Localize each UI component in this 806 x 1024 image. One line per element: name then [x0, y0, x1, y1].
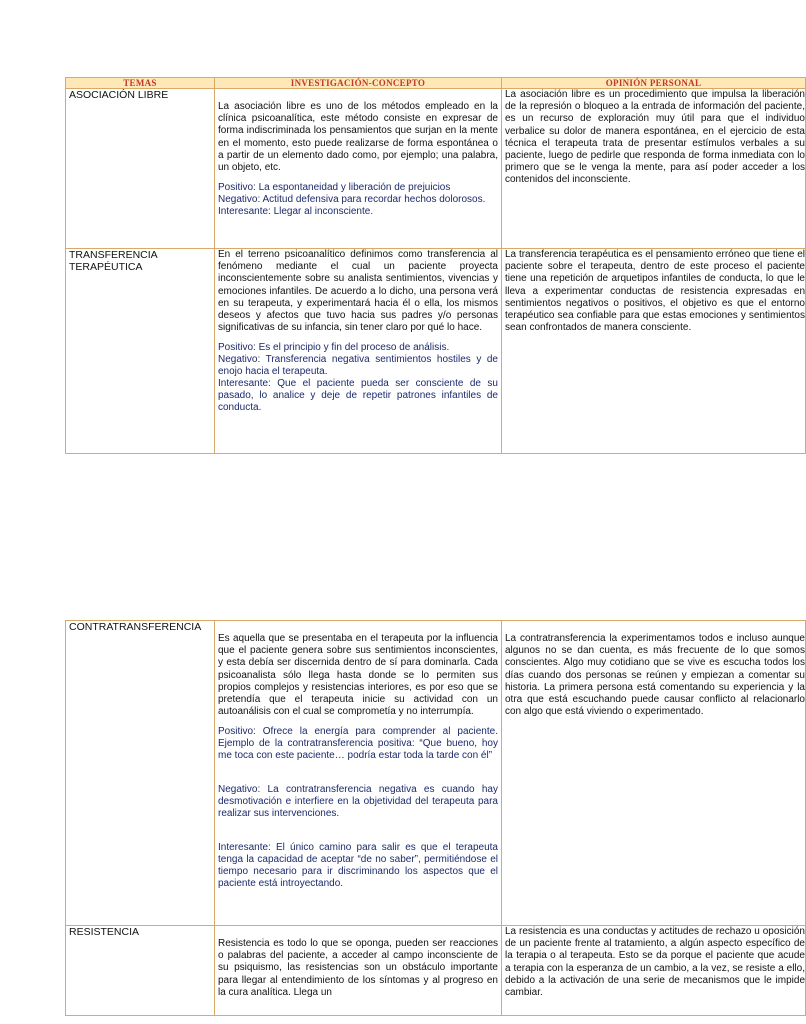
concept-text: En el terreno psicoanalítico definimos como transferencia al fenómeno mediante el cual un paciente proyecta inconscientemente sobre su analista sentimientos, vivencias y emociones infantiles. De acuerdo a lo dicho, una persona verá en su terapeuta, y experimentará hacia él o ella, los mismos deseos y afectos que tuvo hacia sus padres y/o personas significativas de su infancia, sin tener claro por qué lo hace.	[218, 249, 498, 334]
topics-table-top	[65, 77, 806, 454]
interesting-note: Interesante: Que el paciente pueda ser consciente de su pasado, lo analice y deje de repetir patrones infantiles de conducta.	[218, 378, 498, 414]
opinion-cell	[502, 249, 806, 454]
concept-text: Resistencia es todo lo que se oponga, pueden ser reacciones o palabras del paciente, a acceder al campo inconsciente de su psiquismo, las resistencias son un obstáculo importante para llegar al entendimiento de los síntomas y al progreso en la cura analítica. Llega un	[218, 938, 498, 998]
negative-note: Negativo: La contratransferencia negativa es cuando hay desmotivación e interfiere en la objetividad del terapeuta para realizar sus intervenciones.	[218, 784, 498, 820]
topic-cell	[66, 89, 215, 249]
table-row	[66, 249, 806, 454]
interesting-note: Interesante: Llegar al inconsciente.	[218, 206, 374, 218]
header-opinion: OPINIÓN PERSONAL	[502, 78, 806, 89]
concept-cell	[215, 89, 502, 249]
concept-text: La asociación libre es uno de los métodos empleado en la clínica psicoanalítica, este método consiste en expresar de forma indiscriminada los pensamientos que surjan en la mente en el momento, esto puede realizarse de forma espontánea o a partir de un elemento dado como, por ejemplo; una palabra, un objeto, etc.	[218, 101, 498, 174]
negative-note: Negativo: Actitud defensiva para recordar hechos dolorosos.	[218, 194, 486, 206]
topic-cell	[66, 926, 215, 1016]
negative-note: Negativo: Transferencia negativa sentimientos hostiles y de enojo hacia el terapeuta.	[218, 354, 498, 378]
opinion-cell	[502, 89, 806, 249]
opinion-text: La transferencia terapéutica es el pensamiento erróneo que tiene el paciente sobre el terapeuta, dentro de este proceso el paciente tiene una repetición de arquetipos infantiles de conducta, lo que le lleva a experimentar conductas de resistencia expresadas en sentimientos negativos o positivos, el objetivo es que el entorno terapéutico sea confiable para que estas emociones y sentimientos sean confrontados de manera consciente.	[505, 249, 805, 334]
concept-cell	[215, 621, 502, 926]
topic-label: RESISTENCIA	[69, 926, 140, 938]
positive-note: Positivo: Ofrece la energía para comprender al paciente. Ejemplo de la contratransferencia positiva: “Que bueno, hoy me toca con este paciente… podría estar toda la tarde con él”	[218, 726, 498, 762]
header-temas: TEMAS	[66, 78, 215, 89]
header-concepto: INVESTIGACIÓN-CONCEPTO	[215, 78, 502, 89]
positive-note: Positivo: La espontaneidad y liberación de prejuicios	[218, 182, 451, 194]
table-row	[66, 89, 806, 249]
interesting-note: Interesante: El único camino para salir es que el terapeuta tenga la capacidad de aceptar “de no saber”, permitiéndose el tiempo necesario para ir discriminando los aspectos que el paciente está introyectando.	[218, 842, 498, 890]
concept-cell	[215, 926, 502, 1016]
concept-text: Es aquella que se presentaba en el terapeuta por la influencia que el paciente genera sobre sus sentimientos inconscientes, y esta debía ser discernida dentro de sí para dominarla. Cada psicoanalista sólo llega hasta donde se lo permiten sus propios complejos y resistencias interiores, es por eso que se pretendía que el terapeuta inicie su actividad con un autoanálisis con el cual se comprometía y no interrumpía.	[218, 633, 498, 718]
topics-table-bottom	[65, 620, 806, 1016]
topic-cell	[66, 621, 215, 926]
opinion-cell	[502, 926, 806, 1016]
opinion-cell	[502, 621, 806, 926]
concept-cell	[215, 249, 502, 454]
topic-label: CONTRATRANSFERENCIA	[69, 621, 202, 633]
topic-cell	[66, 249, 215, 454]
table-row	[66, 621, 806, 926]
table-row	[66, 926, 806, 1016]
topic-label: TRANSFERENCIA TERAPÉUTICA	[69, 249, 158, 273]
positive-note: Positivo: Es el principio y fin del proceso de análisis.	[218, 342, 450, 354]
topic-label: ASOCIACIÓN LIBRE	[69, 89, 169, 101]
opinion-text: La asociación libre es un procedimiento que impulsa la liberación de la represión o bloqueo a la entrada de información del paciente, es un recurso de exploración muy útil para que el individuo verbalice su dolor de manera espontánea, en el ejercicio de esta técnica el terapeuta trata de presentar estímulos verbales a su paciente, luego de pedirle que responda de forma inmediata con lo primero que se le venga la mente, para así poder acceder a los contenidos del inconsciente.	[505, 89, 805, 186]
opinion-text: La contratransferencia la experimentamos todos e incluso aunque algunos no se dan cuenta, es más frecuente de lo que somos conscientes. Algo muy cotidiano que se vive es escucha todos los días cuando dos personas se reúnen y empiezan a comentar su historia. La primera persona está comentando su experiencia y la otra que está escuchando puede causar conflicto al relacionarlo con algo que está viviendo o experimentado.	[505, 633, 805, 718]
opinion-text: La resistencia es una conductas y actitudes de rechazo u oposición de un paciente frente al tratamiento, a algún aspecto específico de la terapia o al terapeuta. Esto se da porque el paciente que acude a terapia con la esperanza de un cambio, a la vez, se resiste a ello, debido a la activación de una serie de mecanismos que le impide cambiar.	[505, 926, 805, 999]
header-row	[66, 78, 806, 89]
